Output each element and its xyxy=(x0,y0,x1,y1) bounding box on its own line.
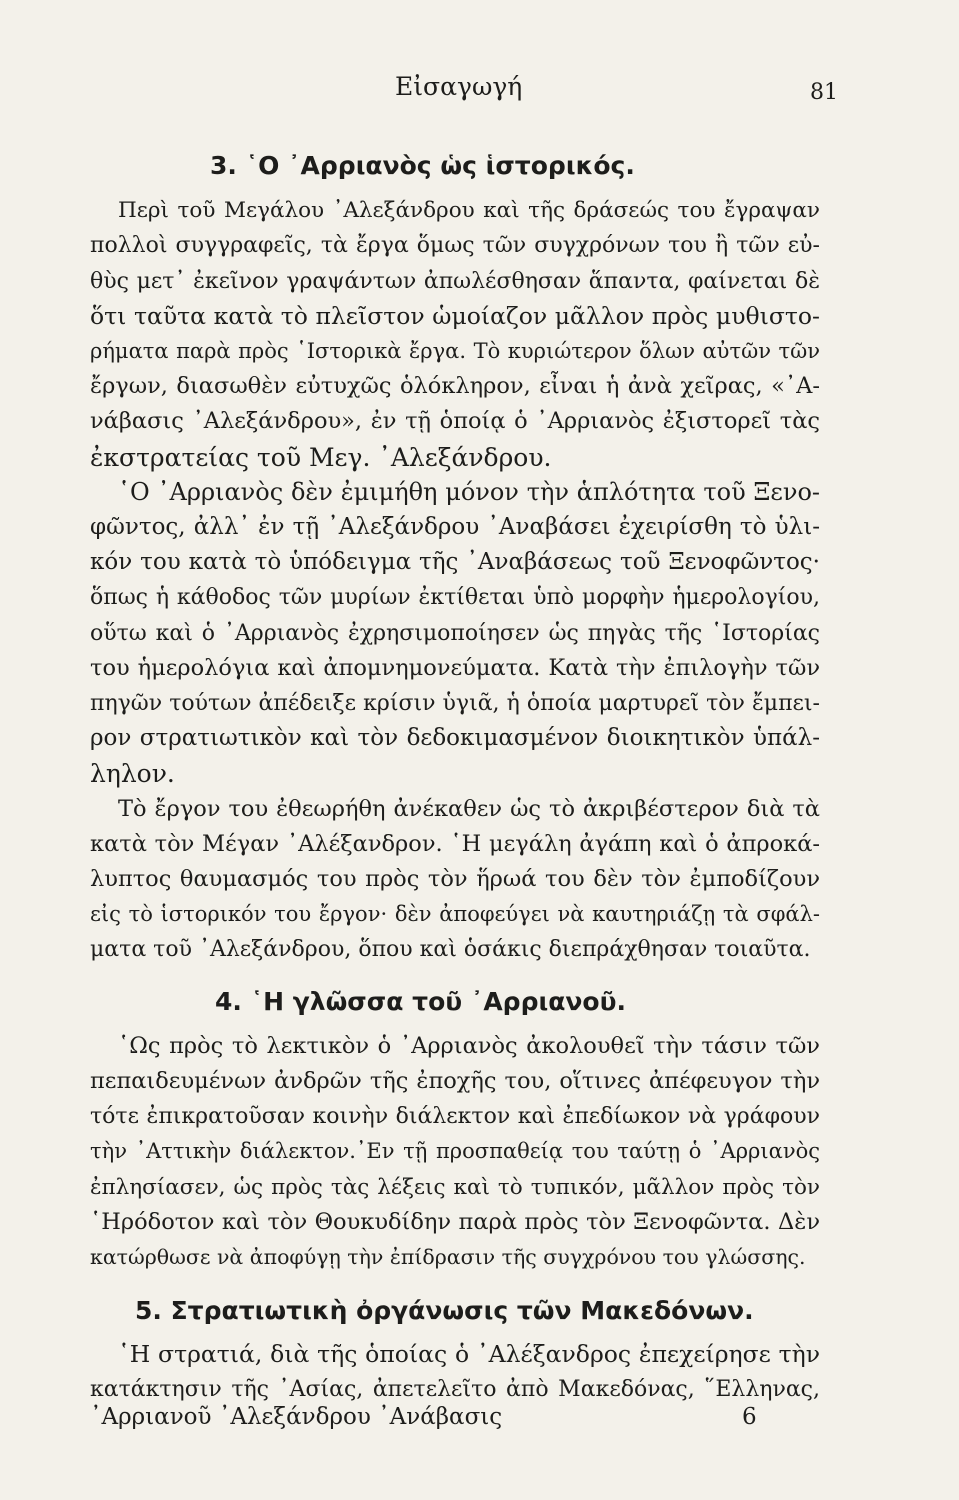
text-line: ληλον. xyxy=(90,759,175,789)
text-line: ἔργων, διασωθὲν εὐτυχῶς ὁλόκληρον, εἶναι ἡ ἀνὰ χεῖρας, «᾿Α- xyxy=(90,373,820,400)
text-line: του ἡμερολόγια καὶ ἀπομνημονεύματα. Κατὰ τὴν ἐπιλογὴν τῶν xyxy=(90,654,820,681)
text-line: ματα τοῦ ᾿Αλεξάνδρου, ὅπου καὶ ὁσάκις διεπράχθησαν τοιαῦτα. xyxy=(90,937,811,963)
text-line: πηγῶν τούτων ἀπέδειξε κρίσιν ὑγιᾶ, ἡ ὁποία μαρτυρεῖ τὸν ἔμπει- xyxy=(90,691,820,717)
text-line: Τὸ ἔργον του ἐθεωρήθη ἀνέκαθεν ὡς τὸ ἀκριβέστερον διὰ τὰ xyxy=(118,795,820,822)
text-line: Περὶ τοῦ Μεγάλου ᾿Αλεξάνδρου καὶ τῆς δράσεώς του ἔγραψαν xyxy=(118,198,820,224)
text-line: ἐπλησίασεν, ὡς πρὸς τὰς λέξεις καὶ τὸ τυπικόν, μᾶλλον πρὸς τὸν xyxy=(90,1174,820,1200)
text-line: τότε ἐπικρατοῦσαν κοινὴν διάλεκτον καὶ ἐπεδίωκον νὰ γράφουν xyxy=(90,1104,820,1130)
page-footer xyxy=(0,1404,959,1444)
paragraph xyxy=(90,193,820,475)
text-line: πεπαιδευμένων ἀνδρῶν τῆς ἐποχῆς του, οἵτινες ἀπέφευγον τὴν xyxy=(90,1068,820,1095)
text-line: κατώρθωσε νὰ ἀποφύγῃ τὴν ἐπίδρασιν τῆς συγχρόνου του γλώσσης. xyxy=(90,1245,806,1270)
text-line: εἰς τὸ ἱστορικόν του ἔργον· δὲν ἀποφεύγει νὰ καυτηριάζῃ τὰ σφάλ- xyxy=(90,902,820,927)
text-line: ῾Η στρατιά, διὰ τῆς ὁποίας ὁ ᾿Αλέξανδρος ἐπεχείρησε τὴν xyxy=(118,1339,820,1368)
text-line: τὴν ᾿Αττικὴν διάλεκτον.᾿Εν τῇ προσπαθείᾳ του ταύτῃ ὁ ᾿Αρριανὸς xyxy=(90,1139,820,1164)
text-line: ὅτι ταῦτα κατὰ τὸ πλεῖστον ὡμοίαζον μᾶλλον πρὸς μυθιστο- xyxy=(90,301,820,330)
text-line: ἐκστρατείας τοῦ Μεγ. ᾿Αλεξάνδρου. xyxy=(90,442,552,472)
text-line: κατὰ τὸν Μέγαν ᾿Αλέξανδρον. ῾Η μεγάλη ἀγάπη καὶ ὁ ἀπροκά- xyxy=(90,830,820,857)
paragraph xyxy=(90,1337,820,1407)
section-heading-5: 5. Στρατιωτικὴ ὀργάνωσις τῶν Μακεδόνων. xyxy=(135,1296,754,1326)
text-line: ῾Ως πρὸς τὸ λεκτικὸν ὁ ᾿Αρριανὸς ἀκολουθεῖ τὴν τάσιν τῶν xyxy=(118,1032,820,1059)
text-line: πολλοὶ συγγραφεῖς, τὰ ἔργα ὅμως τῶν συγχρόνων του ἢ τῶν εὐ- xyxy=(90,233,820,259)
text-line: ρήματα παρὰ πρὸς ῾Ιστορικὰ ἔργα. Τὸ κυριώτερον ὅλων αὐτῶν τῶν xyxy=(90,339,820,364)
page-number: 81 xyxy=(810,80,838,105)
running-head-title: Εἰσαγωγή xyxy=(395,72,523,101)
signature-mark: 6 xyxy=(742,1404,757,1430)
text-line: ὅπως ἡ κάθοδος τῶν μυρίων ἐκτίθεται ὑπὸ μορφὴν ἡμερολογίου, xyxy=(90,585,820,611)
text-line: νάβασις ᾿Αλεξάνδρου», ἐν τῇ ὁποίᾳ ὁ ᾿Αρριανὸς ἐξιστορεῖ τὰς xyxy=(90,408,820,435)
running-head xyxy=(0,72,959,112)
section-heading-4: 4. ῾Η γλῶσσα τοῦ ᾿Αρριανοῦ. xyxy=(215,986,626,1016)
text-line: κατάκτησιν τῆς ᾿Ασίας, ἀπετελεῖτο ἀπὸ Μακεδόνας, ῞Ελληνας, xyxy=(90,1376,820,1402)
text-line: ρον στρατιωτικὸν καὶ τὸν δεδοκιμασμένον διοικητικὸν ὑπάλ- xyxy=(90,725,820,752)
text-line: φῶντος, ἀλλ᾿ ἐν τῇ ᾿Αλεξάνδρου ᾿Αναβάσει ἐχειρίσθη τὸ ὑλι- xyxy=(90,514,820,541)
text-line: οὕτω καὶ ὁ ᾿Αρριανὸς ἐχρησιμοποίησεν ὡς πηγὰς τῆς ῾Ιστορίας xyxy=(90,620,820,646)
paragraph xyxy=(90,475,820,792)
text-line: ῾Ο ᾿Αρριανὸς δὲν ἐμιμήθη μόνον τὴν ἁπλότητα τοῦ Ξενο- xyxy=(118,477,820,506)
text-line: κόν του κατὰ τὸ ὑπόδειγμα τῆς ᾿Αναβάσεως τοῦ Ξενοφῶντος· xyxy=(90,549,820,576)
body-text xyxy=(90,148,820,1407)
paragraph xyxy=(90,1029,820,1275)
footer-book-title: ᾿Αρριανοῦ ᾿Αλεξάνδρου ᾿Ανάβασις xyxy=(90,1404,503,1430)
text-line: ῾Ηρόδοτον καὶ τὸν Θουκυδίδην παρὰ πρὸς τὸν Ξενοφῶντα. Δὲν xyxy=(90,1208,820,1235)
paragraph xyxy=(90,792,820,968)
section-heading-3: 3. ῾Ο ᾿Αρριανὸς ὡς ἱστορικός. xyxy=(210,151,635,180)
text-line: λυπτος θαυμασμός του πρὸς τὸν ἥρωά του δὲν τὸν ἐμποδίζουν xyxy=(90,866,820,893)
text-line: θὺς μετ᾿ ἐκεῖνον γραψάντων ἀπωλέσθησαν ἅπαντα, φαίνεται δὲ xyxy=(90,268,820,294)
